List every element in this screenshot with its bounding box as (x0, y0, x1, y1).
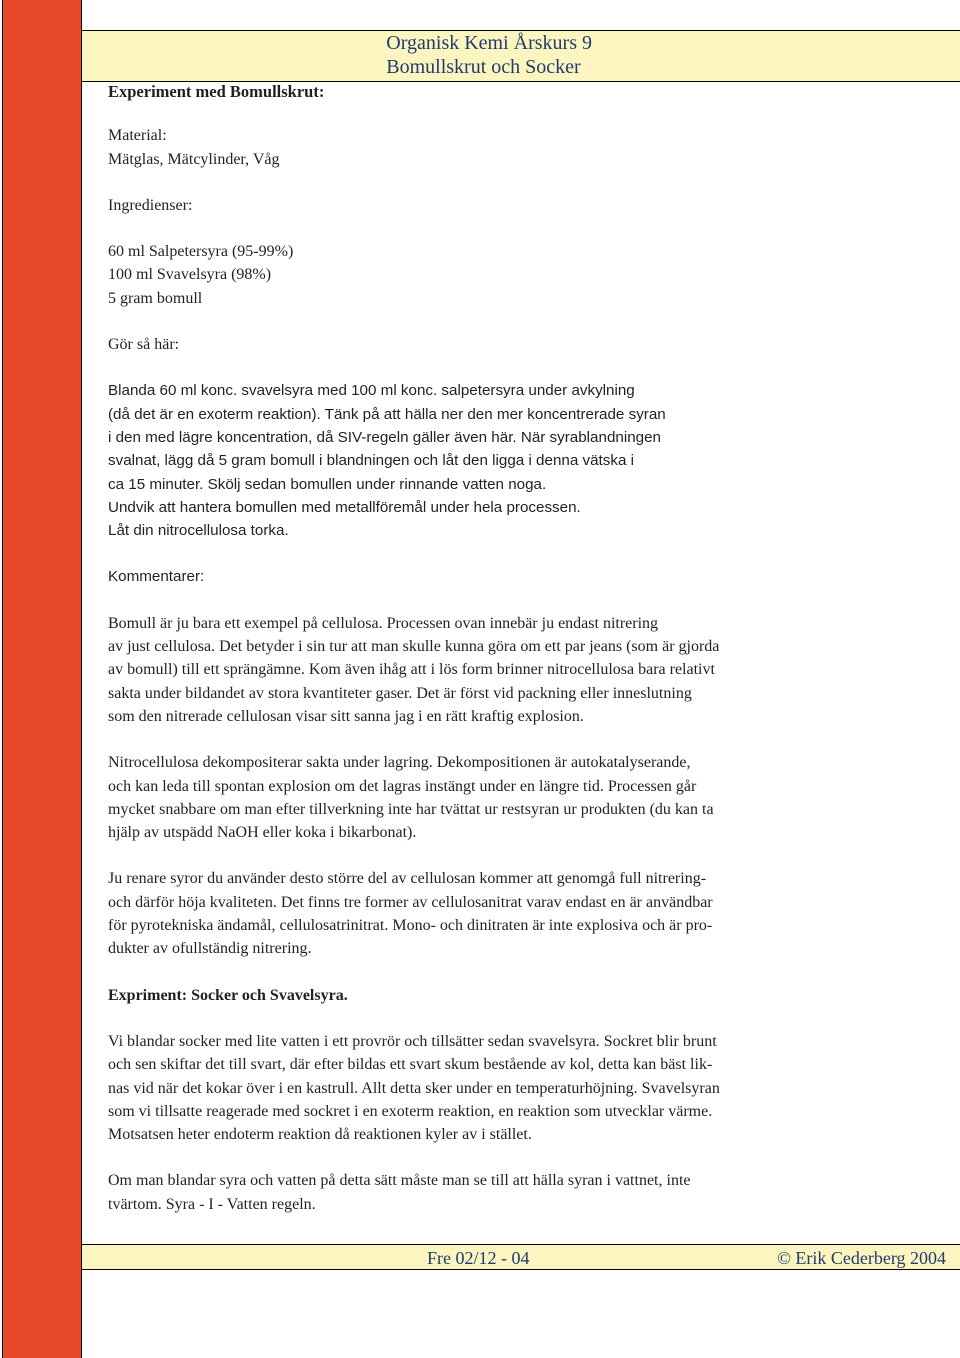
text-line: och sen skiftar det till svart, där efter bildas ett svart skum bestående av kol, detta kan bäst lik- (108, 1056, 713, 1074)
comments-label: Kommentarer: (108, 568, 205, 586)
footer-copyright: © Erik Cederberg 2004 (777, 1248, 946, 1268)
text-line: mycket snabbare om man efter tillverkning inte har tvättat ur restsyran ur produkten (du kan ta (108, 800, 714, 818)
text-line: (då det är en exoterm reaktion). Tänk på att hälla ner den mer koncentrerade syran (108, 405, 666, 423)
text-line: av just cellulosa. Det betyder i sin tur att man skulle kunna göra om ett par jeans (som är gjorda (108, 638, 720, 656)
text-line: Undvik att hantera bomullen med metallföremål under hela processen. (108, 498, 581, 516)
text-line: för pyrotekniska ändamål, cellulosatrinitrat. Mono- och dinitraten är inte explosiva och är pro- (108, 917, 713, 935)
text-line: Låt din nitrocellulosa torka. (108, 522, 289, 540)
ingredient-item: 60 ml Salpetersyra (95-99%) (108, 243, 294, 261)
howto-paragraph (108, 379, 868, 542)
text-line: Bomull är ju bara ett exempel på cellulosa. Processen ovan innebär ju endast nitrering (108, 614, 659, 632)
ingredients-label: Ingredienser: (108, 196, 193, 214)
text-line: nas vid när det kokar över i en kastrull. Allt detta sker under en temperaturhöjning. Svavelsyran (108, 1079, 720, 1097)
text-line: ca 15 minuter. Skölj sedan bomullen under rinnande vatten noga. (108, 475, 547, 493)
text-line: sakta under bildandet av stora kvantiteter gaser. Det är först vid packning eller inneslutning (108, 684, 692, 702)
sugar-paragraph-1 (108, 1030, 868, 1146)
text-line: Blanda 60 ml konc. svavelsyra med 100 ml konc. salpetersyra under avkylning (108, 382, 635, 400)
text-line: Motsatsen heter endoterm reaktion då reaktionen kyler av i stället. (108, 1126, 532, 1144)
footer-band (82, 1244, 960, 1270)
text-line: av bomull) till ett sprängämne. Kom även ihåg att i lös form brinner nitrocellulosa bara relativt (108, 661, 715, 679)
howto-label: Gör så här: (108, 336, 180, 354)
topic-title: Bomullskrut och Socker (386, 56, 581, 78)
text-line: i den med lägre koncentration, då SIV-regeln gäller även här. När syrablandningen (108, 428, 662, 446)
sidebar-accent-bar (2, 0, 82, 1358)
material-label: Material: (108, 127, 167, 145)
text-line: som vi tillsatte reagerade med sockret i en exoterm reaktion, en reaktion som utvecklar värme. (108, 1102, 713, 1120)
text-line: och därför höja kvaliteten. Det finns tre former av cellulosanitrat varav endast en är användbar (108, 893, 713, 911)
comment-paragraph-3 (108, 867, 868, 960)
text-line: som den nitrerade cellulosan visar sitt sanna jag i en rätt kraftig explosion. (108, 707, 584, 725)
ingredient-item: 5 gram bomull (108, 289, 203, 307)
ingredient-item: 100 ml Svavelsyra (98%) (108, 266, 272, 284)
comment-paragraph-1 (108, 612, 868, 728)
header-title (386, 31, 592, 79)
text-line: tvärtom. Syra - I - Vatten regeln. (108, 1195, 316, 1213)
document-body (108, 80, 868, 1216)
text-line: Vi blandar socker med lite vatten i ett provrör och tillsätter sedan svavelsyra. Sockret blir brunt (108, 1032, 717, 1050)
experiment-2-title: Expriment: Socker och Svavelsyra. (108, 986, 348, 1004)
text-line: svalnat, lägg då 5 gram bomull i blandningen och låt den ligga i denna vätska i (108, 452, 635, 470)
experiment-1-title: Experiment med Bomullskrut: (108, 82, 325, 101)
text-line: Om man blandar syra och vatten på detta sätt måste man se till att hälla syran i vattnet, inte (108, 1172, 691, 1190)
text-line: Ju renare syror du använder desto större del av cellulosan kommer att genomgå full nitrering- (108, 870, 707, 888)
footer-date: Fre 02/12 - 04 (427, 1248, 530, 1268)
text-line: hjälp av utspädd NaOH eller koka i bikarbonat). (108, 824, 417, 842)
sugar-paragraph-2 (108, 1169, 868, 1216)
material-value: Mätglas, Mätcylinder, Våg (108, 150, 280, 168)
comment-paragraph-2 (108, 751, 868, 844)
text-line: dukter av ofullständig nitrering. (108, 940, 312, 958)
text-line: och kan leda till spontan explosion om det lagras instängt under en längre tid. Processen går (108, 777, 697, 795)
course-title: Organisk Kemi Årskurs 9 (386, 32, 592, 54)
text-line: Nitrocellulosa dekompositerar sakta under lagring. Dekompositionen är autokatalyserande, (108, 754, 691, 772)
